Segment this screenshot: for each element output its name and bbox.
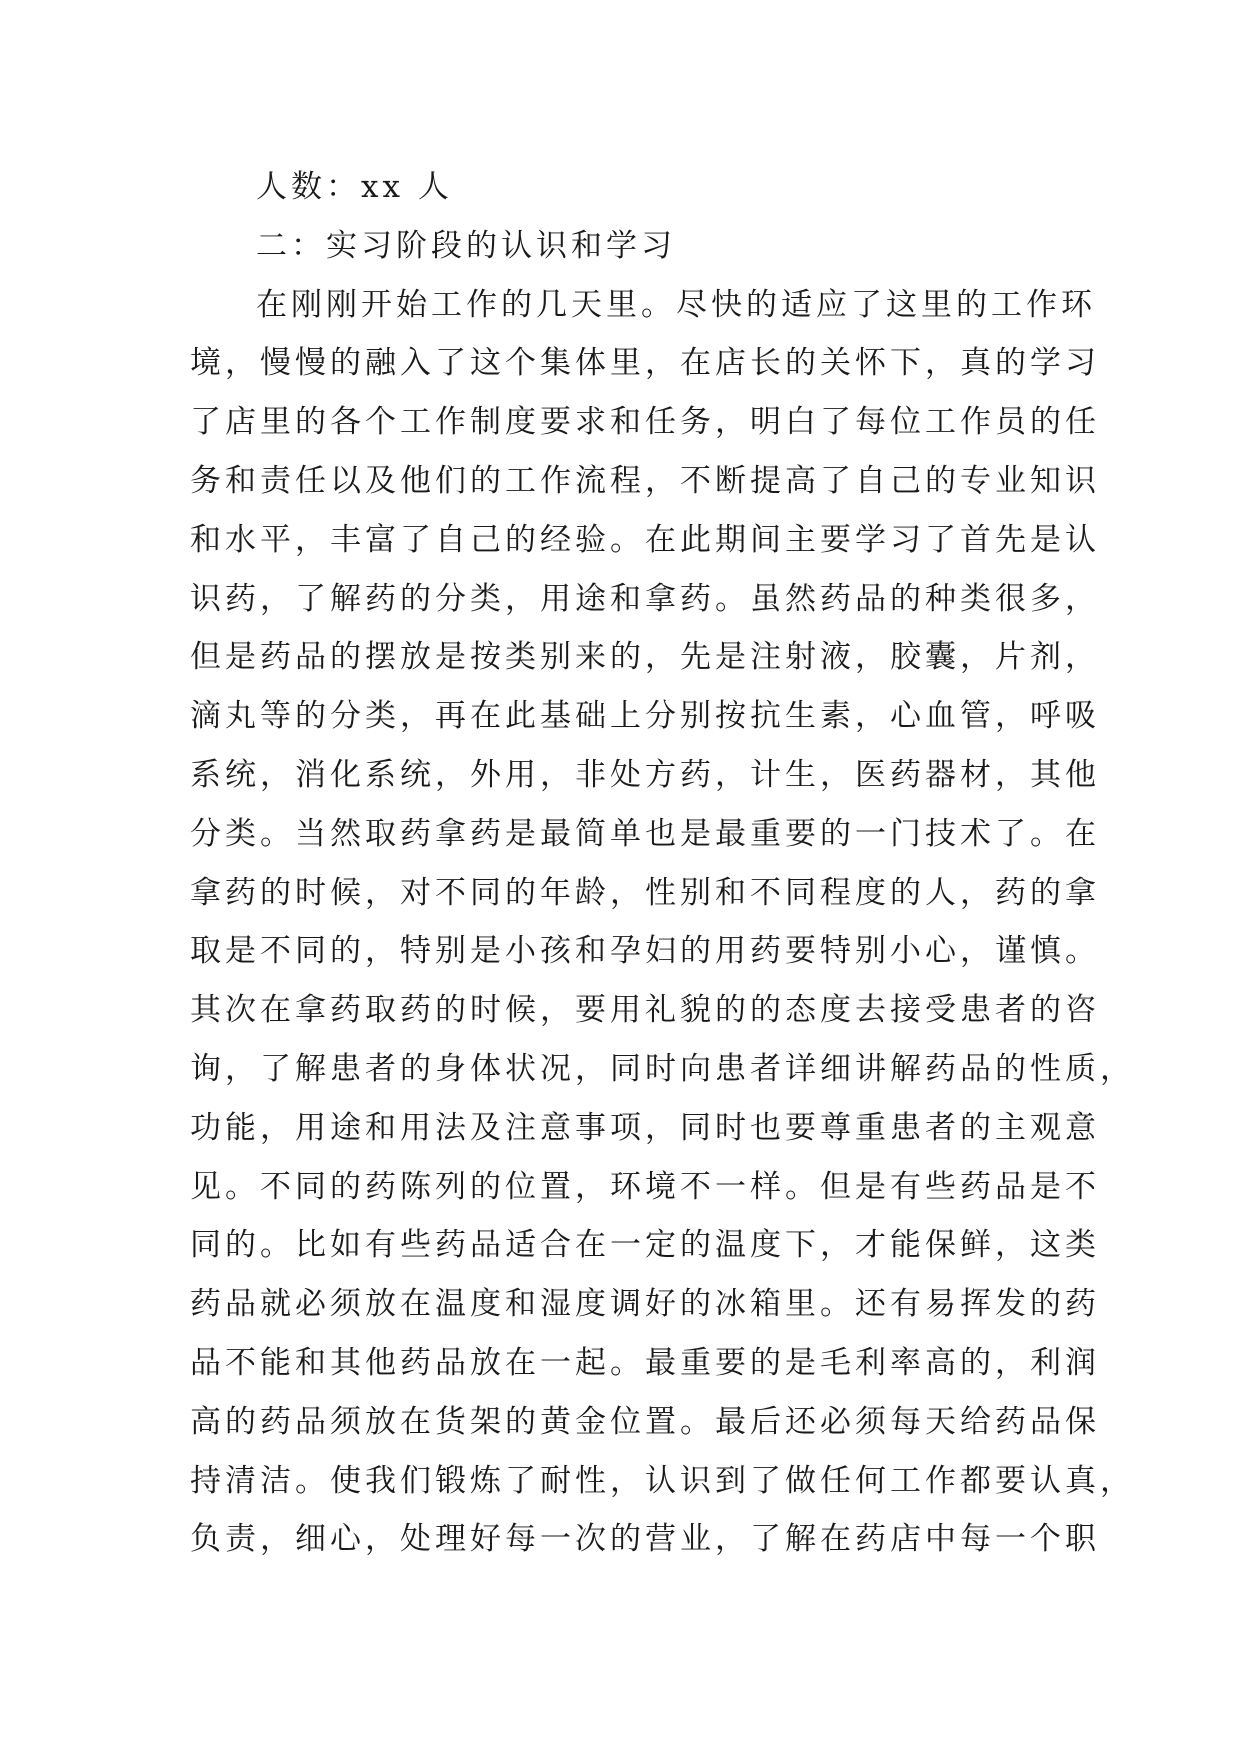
paragraph-line: 识药，了解药的分类，用途和拿药。虽然药品的种类很多， bbox=[190, 580, 1100, 617]
paragraph-line: 功能，用途和用法及注意事项，同时也要尊重患者的主观意 bbox=[190, 1109, 1100, 1146]
paragraph-line: 同的。比如有些药品适合在一定的温度下，才能保鲜，这类 bbox=[190, 1227, 1100, 1264]
paragraph-line: 滴丸等的分类，再在此基础上分别按抗生素，心血管，呼吸 bbox=[190, 698, 1100, 735]
paragraph-line: 境，慢慢的融入了这个集体里，在店长的关怀下，真的学习 bbox=[190, 345, 1100, 382]
paragraph-line: 品不能和其他药品放在一起。最重要的是毛利率高的，利润 bbox=[190, 1344, 1100, 1381]
paragraph-line: 高的药品须放在货架的黄金位置。最后还必须每天给药品保 bbox=[190, 1403, 1100, 1440]
paragraph-line: 见。不同的药陈列的位置，环境不一样。但是有些药品是不 bbox=[190, 1168, 1100, 1205]
paragraph-line: 拿药的时候，对不同的年龄，性别和不同程度的人，药的拿 bbox=[190, 874, 1100, 911]
paragraph-line: 药品就必须放在温度和湿度调好的冰箱里。还有易挥发的药 bbox=[190, 1286, 1100, 1323]
paragraph-line: 持清洁。使我们锻炼了耐性，认识到了做任何工作都要认真， bbox=[190, 1462, 1135, 1499]
paragraph-line: 询，了解患者的身体状况，同时向患者详细讲解药品的性质， bbox=[190, 1050, 1135, 1087]
paragraph-line: 其次在拿药取药的时候，要用礼貌的的态度去接受患者的咨 bbox=[190, 992, 1100, 1029]
paragraph-line: 系统，消化系统，外用，非处方药，计生，医药器材，其他 bbox=[190, 756, 1100, 793]
headcount-line: 人数：xx 人 bbox=[256, 169, 453, 205]
section-heading: 二：实习阶段的认识和学习 bbox=[256, 227, 676, 264]
paragraph-line: 但是药品的摆放是按类别来的，先是注射液，胶囊，片剂， bbox=[190, 639, 1100, 676]
paragraph-line: 务和责任以及他们的工作流程，不断提高了自己的专业知识 bbox=[190, 462, 1100, 499]
paragraph-line: 取是不同的，特别是小孩和孕妇的用药要特别小心，谨慎。 bbox=[190, 933, 1100, 970]
paragraph-line: 在刚刚开始工作的几天里。尽快的适应了这里的工作环 bbox=[256, 286, 1096, 323]
document-body bbox=[190, 158, 1135, 1569]
paragraph bbox=[190, 276, 1135, 1570]
paragraph-line: 和水平，丰富了自己的经验。在此期间主要学习了首先是认 bbox=[190, 521, 1100, 558]
paragraph-line: 分类。当然取药拿药是最简单也是最重要的一门技术了。在 bbox=[190, 815, 1100, 852]
paragraph-line: 负责，细心，处理好每一次的营业，了解在药店中每一个职 bbox=[190, 1521, 1100, 1558]
paragraph-line: 了店里的各个工作制度要求和任务，明白了每位工作员的任 bbox=[190, 404, 1100, 441]
